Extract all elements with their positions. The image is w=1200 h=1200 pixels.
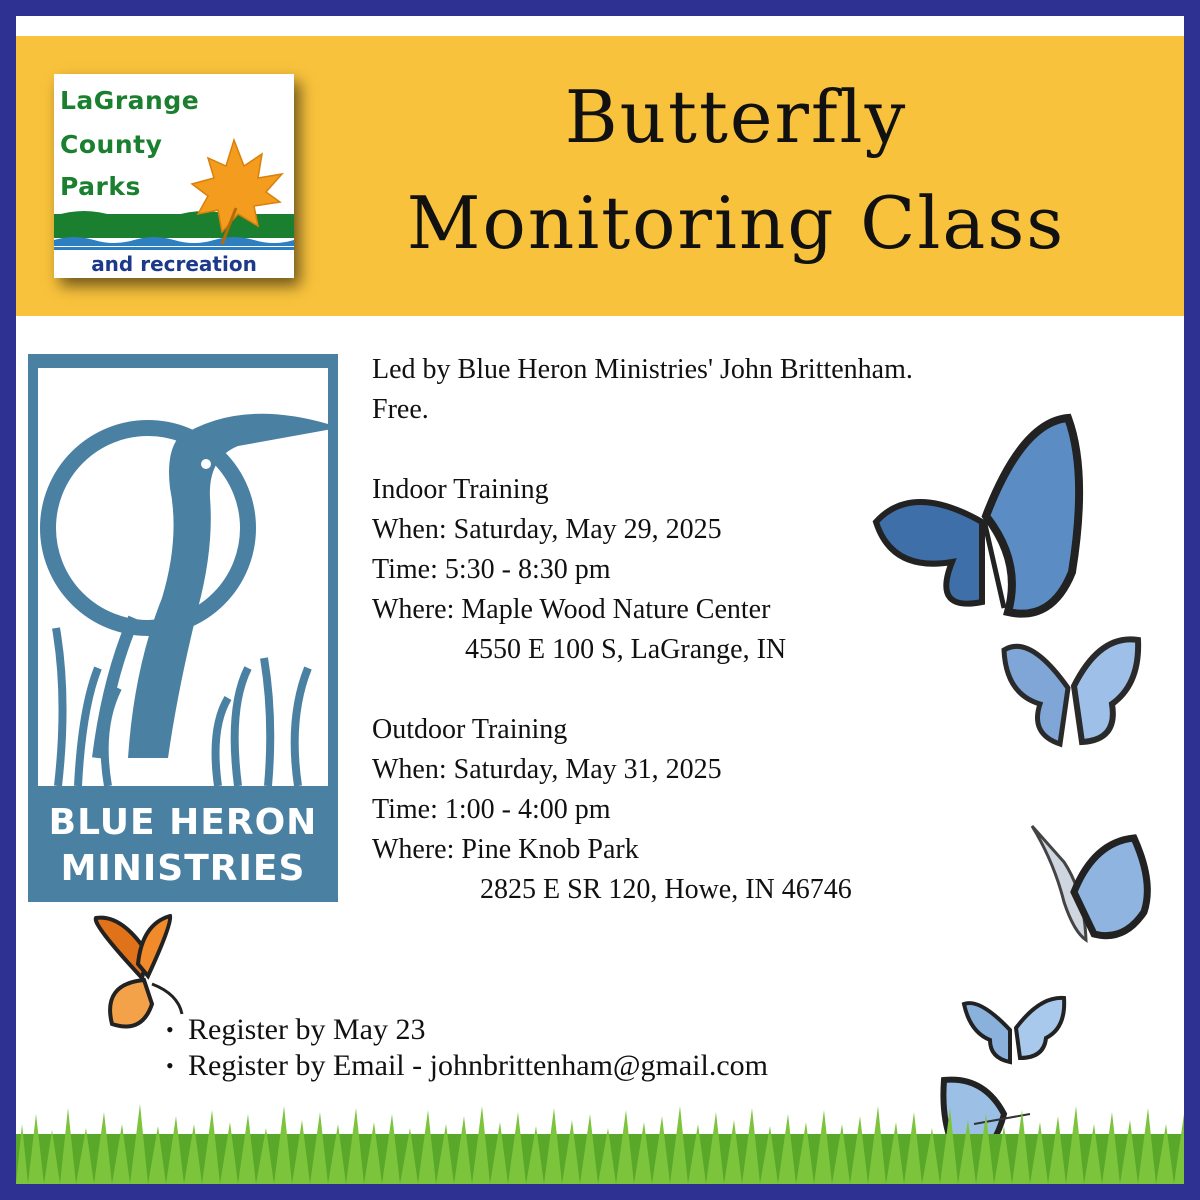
- monarch-butterfly-icon: [82, 914, 208, 1038]
- blue-butterfly-icon: [1024, 822, 1154, 946]
- blue-heron-logo: [28, 354, 338, 902]
- logo-subline: and recreation: [54, 247, 294, 278]
- indoor-where: Where: Maple Wood Nature Center: [372, 594, 771, 625]
- indoor-heading: Indoor Training: [372, 474, 549, 505]
- indoor-when: When: Saturday, May 29, 2025: [372, 514, 722, 545]
- outdoor-heading: Outdoor Training: [372, 714, 568, 745]
- outdoor-when: When: Saturday, May 31, 2025: [372, 754, 722, 785]
- registration-list: [166, 1012, 768, 1084]
- flyer: [16, 16, 1184, 1184]
- list-item: • Register by Email - johnbrittenham@gmail.com: [166, 1049, 769, 1082]
- outdoor-where: Where: Pine Knob Park: [372, 834, 639, 865]
- cost-text: Free.: [372, 394, 429, 425]
- logo-line-2: County: [60, 130, 163, 159]
- title-line-2: Monitoring Class: [406, 181, 1066, 265]
- list-item: • Register by May 23: [166, 1013, 426, 1046]
- outdoor-address: 2825 E SR 120, Howe, IN 46746: [480, 874, 852, 905]
- grass-strip: [16, 1094, 1184, 1184]
- blue-butterfly-icon: [872, 412, 1092, 632]
- logo-line-3: Parks: [60, 172, 141, 201]
- indoor-address: 4550 E 100 S, LaGrange, IN: [465, 634, 787, 665]
- leader-text: Led by Blue Heron Ministries' John Brittenham.: [372, 354, 913, 385]
- blue-butterfly-icon: [1000, 624, 1142, 750]
- page-title: [306, 64, 1166, 276]
- heron-illustration: [38, 368, 328, 786]
- heron-logo-line-2: MINISTRIES: [60, 848, 306, 889]
- title-line-1: Butterfly: [564, 75, 908, 159]
- indoor-time: Time: 5:30 - 8:30 pm: [372, 554, 611, 585]
- lagrange-parks-logo: [54, 74, 294, 278]
- heron-icon: [38, 368, 328, 786]
- outdoor-time: Time: 1:00 - 4:00 pm: [372, 794, 611, 825]
- heron-logo-line-1: BLUE HERON: [48, 802, 318, 843]
- logo-line-1: LaGrange: [60, 86, 200, 115]
- blue-butterfly-icon: [960, 992, 1070, 1066]
